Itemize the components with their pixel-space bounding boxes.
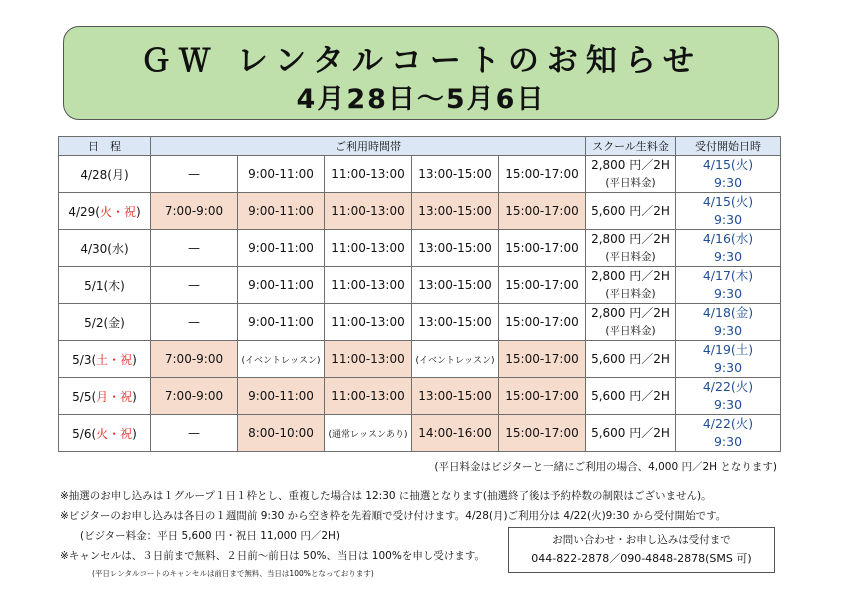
- time-slot-cell: 9:00-11:00: [238, 267, 325, 304]
- fee-text: 2,800 円／2H: [591, 232, 670, 246]
- date-holiday-text: 火・祝: [96, 426, 133, 441]
- time-slot-cell: 13:00-15:00: [412, 193, 499, 230]
- time-slot-cell: 13:00-15:00: [412, 378, 499, 415]
- contact-phones: 044-822-2878／090-4848-2878(SMS 可): [531, 552, 752, 565]
- fee-text: 2,800 円／2H: [591, 269, 670, 283]
- date-text: 4/29(: [68, 204, 100, 219]
- accept-date: 4/17(木): [702, 268, 754, 283]
- fee-cell: [586, 267, 676, 304]
- fee-cell: [586, 230, 676, 267]
- date-text: 5/1(: [84, 278, 109, 293]
- time-slot-cell: 9:00-11:00: [238, 230, 325, 267]
- date-close-text: ): [123, 167, 129, 182]
- accept-time: 9:30: [713, 175, 743, 190]
- date-cell: [59, 415, 151, 452]
- date-close-text: ): [120, 278, 125, 293]
- time-slot-cell: 15:00-17:00: [499, 341, 586, 378]
- banner-title: ＧＷ レンタルコートのお知らせ: [140, 43, 702, 79]
- date-close-text: ): [123, 241, 129, 256]
- table-row: [59, 193, 781, 230]
- date-weekday-text: 月: [111, 167, 124, 182]
- time-slot-cell: 13:00-15:00: [412, 230, 499, 267]
- date-close-text: ): [132, 389, 137, 404]
- note-visitor: ※ビジターのお申し込みは各日の１週間前 9:30 から空き枠を先着順で受け付けます。4/28(月)ご利用分は 4/22(火)9:30 から受付開始です。: [60, 510, 727, 522]
- accept-cell: [676, 267, 781, 304]
- fee-cell: [586, 341, 676, 378]
- date-close-text: ): [120, 315, 125, 330]
- accept-time: 9:30: [713, 360, 743, 375]
- accept-cell: [676, 341, 781, 378]
- fee-cell: [586, 415, 676, 452]
- header-date: 日 程: [59, 137, 151, 156]
- note-weekday-cancel: (平日レンタルコートのキャンセルは前日まで無料、当日は100%となっております): [92, 569, 374, 578]
- fee-cell: [586, 304, 676, 341]
- date-holiday-text: 火・祝: [99, 204, 136, 219]
- banner-dates: 4月28日～5月6日: [296, 84, 546, 115]
- time-slot-cell: 9:00-11:00: [238, 193, 325, 230]
- table-row: [59, 156, 781, 193]
- date-cell: [59, 304, 151, 341]
- contact-label: お問い合わせ・お申し込みは受付まで: [552, 534, 731, 546]
- date-text: 4/28(: [80, 167, 112, 182]
- date-text: 5/2(: [84, 315, 109, 330]
- table-row: [59, 304, 781, 341]
- header-times: ご利用時間帯: [151, 137, 586, 156]
- fee-text: 5,600 円／2H: [591, 352, 670, 366]
- date-text: 5/3(: [72, 352, 97, 367]
- time-slot-cell: —: [151, 230, 238, 267]
- accept-date: 4/22(火): [702, 416, 754, 431]
- fee-text: 5,600 円／2H: [591, 389, 670, 403]
- date-cell: [59, 267, 151, 304]
- time-slot-cell: 7:00-9:00: [151, 378, 238, 415]
- fee-cell: [586, 378, 676, 415]
- fee-sub-text: (平日料金): [605, 177, 656, 189]
- accept-cell: [676, 156, 781, 193]
- time-slot-cell: 15:00-17:00: [499, 267, 586, 304]
- date-holiday-text: 土・祝: [96, 352, 133, 367]
- table-row: [59, 415, 781, 452]
- fee-text: 2,800 円／2H: [591, 158, 670, 172]
- date-cell: [59, 193, 151, 230]
- date-text: 4/30(: [80, 241, 112, 256]
- time-slot-cell: 11:00-13:00: [325, 378, 412, 415]
- time-slot-cell: 11:00-13:00: [325, 267, 412, 304]
- time-slot-cell: 9:00-11:00: [238, 304, 325, 341]
- time-slot-cell: 15:00-17:00: [499, 230, 586, 267]
- time-slot-cell: —: [151, 267, 238, 304]
- accept-time: 9:30: [713, 323, 743, 338]
- date-text: 5/5(: [72, 389, 97, 404]
- time-slot-cell: 11:00-13:00: [325, 230, 412, 267]
- note-lottery: ※抽選のお申し込みは１グループ１日１枠とし、重複した場合は 12:30 に抽選となります(抽選終了後は予約枠数の制限はございません)。: [60, 490, 712, 502]
- accept-date: 4/18(金): [702, 305, 754, 320]
- table-row: [59, 341, 781, 378]
- accept-date: 4/15(火): [702, 194, 754, 209]
- note-visitor-fee: (ビジター料金：平日 5,600 円・祝日 11,000 円／2H): [80, 530, 340, 542]
- time-slot-cell: (イベントレッスン): [412, 341, 499, 378]
- accept-cell: [676, 193, 781, 230]
- time-slot-cell: 11:00-13:00: [325, 304, 412, 341]
- time-slot-cell: (通常レッスンあり): [325, 415, 412, 452]
- fee-sub-text: (平日料金): [605, 251, 656, 263]
- date-weekday-text: 木: [108, 278, 121, 293]
- time-slot-cell: 15:00-17:00: [499, 156, 586, 193]
- time-slot-cell: (イベントレッスン): [238, 341, 325, 378]
- accept-time: 9:30: [713, 212, 743, 227]
- date-close-text: ): [132, 352, 137, 367]
- time-slot-cell: 13:00-15:00: [412, 156, 499, 193]
- date-close-text: ): [132, 426, 137, 441]
- fee-text: 2,800 円／2H: [591, 306, 670, 320]
- date-close-text: ): [135, 204, 141, 219]
- time-slot-cell: 15:00-17:00: [499, 304, 586, 341]
- contact-box: [508, 527, 775, 573]
- table-header-row: [59, 137, 781, 156]
- date-cell: [59, 230, 151, 267]
- date-weekday-text: 金: [108, 315, 121, 330]
- fee-text: 5,600 円／2H: [591, 204, 670, 218]
- time-slot-cell: 7:00-9:00: [151, 341, 238, 378]
- fee-cell: [586, 156, 676, 193]
- accept-date: 4/16(水): [702, 231, 754, 246]
- date-cell: [59, 156, 151, 193]
- time-slot-cell: —: [151, 304, 238, 341]
- date-weekday-text: 水: [111, 241, 124, 256]
- fee-text: 5,600 円／2H: [591, 426, 670, 440]
- header-accept: 受付開始日時: [676, 137, 781, 156]
- accept-time: 9:30: [713, 397, 743, 412]
- time-slot-cell: 15:00-17:00: [499, 378, 586, 415]
- accept-cell: [676, 415, 781, 452]
- accept-time: 9:30: [713, 286, 743, 301]
- time-slot-cell: 9:00-11:00: [238, 156, 325, 193]
- table-row: [59, 230, 781, 267]
- time-slot-cell: —: [151, 415, 238, 452]
- accept-cell: [676, 378, 781, 415]
- title-banner: [63, 26, 779, 120]
- time-slot-cell: 13:00-15:00: [412, 267, 499, 304]
- table-row: [59, 378, 781, 415]
- accept-date: 4/15(火): [702, 157, 754, 172]
- date-cell: [59, 378, 151, 415]
- time-slot-cell: 11:00-13:00: [325, 156, 412, 193]
- time-slot-cell: 15:00-17:00: [499, 415, 586, 452]
- time-slot-cell: 13:00-15:00: [412, 304, 499, 341]
- time-slot-cell: 8:00-10:00: [238, 415, 325, 452]
- header-fee: スクール生料金: [586, 137, 676, 156]
- fee-cell: [586, 193, 676, 230]
- accept-cell: [676, 230, 781, 267]
- accept-time: 9:30: [713, 434, 743, 449]
- schedule-table: [58, 136, 781, 452]
- time-slot-cell: 7:00-9:00: [151, 193, 238, 230]
- time-slot-cell: 11:00-13:00: [325, 341, 412, 378]
- date-holiday-text: 月・祝: [96, 389, 133, 404]
- date-text: 5/6(: [72, 426, 97, 441]
- accept-cell: [676, 304, 781, 341]
- note-cancel: ※キャンセルは、３日前まで無料、２日前～前日は 50%、当日は 100%を申し受けます。: [60, 550, 485, 562]
- time-slot-cell: 9:00-11:00: [238, 378, 325, 415]
- accept-date: 4/22(火): [702, 379, 754, 394]
- accept-time: 9:30: [713, 249, 743, 264]
- fee-sub-text: (平日料金): [605, 288, 656, 300]
- time-slot-cell: 11:00-13:00: [325, 193, 412, 230]
- fee-sub-text: (平日料金): [605, 325, 656, 337]
- accept-date: 4/19(土): [702, 342, 754, 357]
- date-cell: [59, 341, 151, 378]
- weekday-fee-note: (平日料金はビジターと一緒にご利用の場合、4,000 円／2H となります): [434, 461, 777, 473]
- table-row: [59, 267, 781, 304]
- time-slot-cell: —: [151, 156, 238, 193]
- time-slot-cell: 15:00-17:00: [499, 193, 586, 230]
- time-slot-cell: 14:00-16:00: [412, 415, 499, 452]
